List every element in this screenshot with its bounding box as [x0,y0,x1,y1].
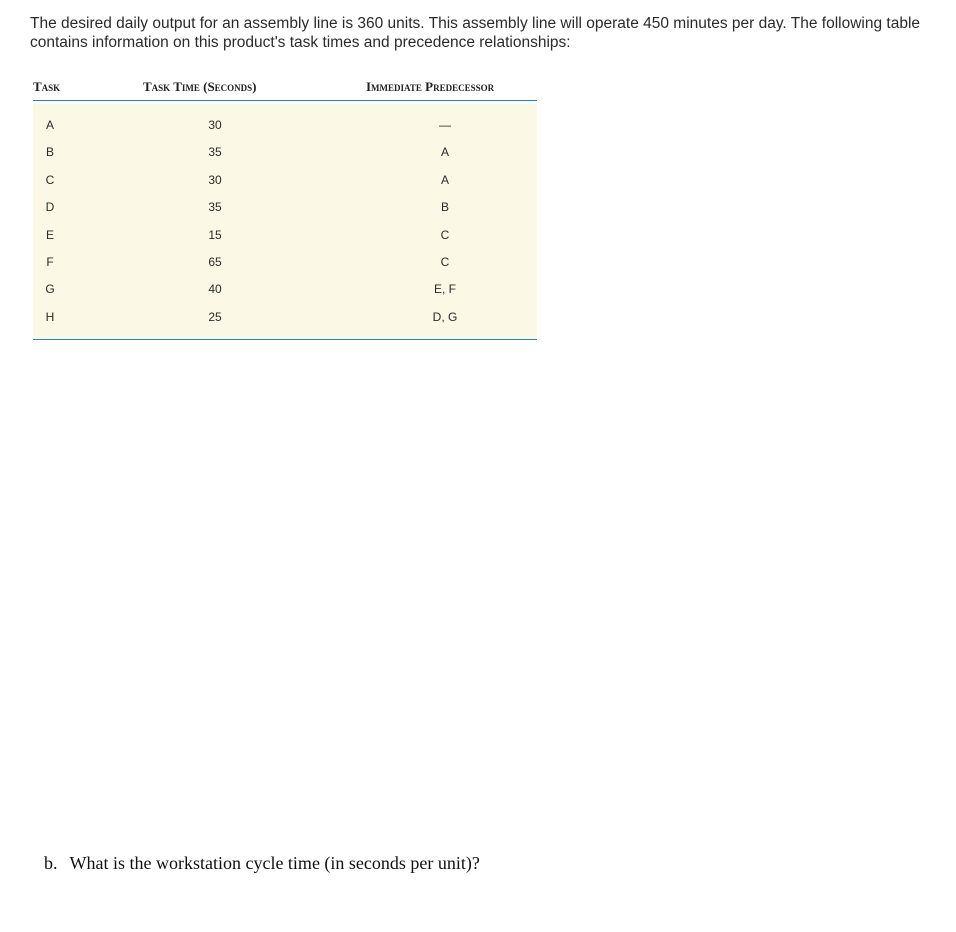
cell-task-time: 35 [208,200,222,215]
cell-task: G [45,282,55,297]
table-row [33,169,537,196]
table-row [33,196,537,223]
cell-task-time: 35 [208,145,222,160]
cell-task-time: 65 [208,254,222,269]
cell-predecessor: B [440,200,449,215]
question-b [44,853,480,874]
header-task-time: Task Time (Seconds) [143,79,257,94]
header-task: Task [33,79,61,94]
cell-task-time: 40 [208,282,222,297]
cell-task: E [45,227,54,242]
table-row [33,306,537,333]
question-label: b. [44,853,58,873]
cell-task: C [45,172,55,187]
cell-task: D [45,200,55,215]
problem-statement: The desired daily output for an assembly line is 360 units. This assembly line will operate 450 minutes per day. The following table contains information on this product's task times and precedence relationships: [30,15,921,51]
table-row [33,278,537,305]
cell-predecessor: C [440,227,450,242]
table-header [33,74,537,101]
table-row [33,251,537,278]
cell-predecessor: A [440,145,449,160]
table-row [33,141,537,168]
table-body [33,104,537,340]
cell-task: A [45,118,54,132]
question-text: What is the workstation cycle time (in seconds per unit)? [69,853,480,873]
cell-predecessor: D, G [432,309,458,324]
table-row [33,114,537,141]
table-row [33,224,537,251]
cell-task: B [45,145,54,160]
header-immediate-predecessor: Immediate Predecessor [366,79,495,94]
cell-predecessor: — [439,118,451,132]
task-table [33,74,537,340]
cell-predecessor: E, F [433,282,456,297]
cell-task-time: 30 [208,118,222,132]
cell-task-time: 30 [208,172,222,187]
cell-task-time: 25 [208,309,222,324]
cell-task: H [45,309,55,324]
cell-predecessor: C [440,254,450,269]
cell-task: F [46,254,54,269]
cell-task-time: 15 [208,227,222,242]
cell-predecessor: A [440,172,449,187]
